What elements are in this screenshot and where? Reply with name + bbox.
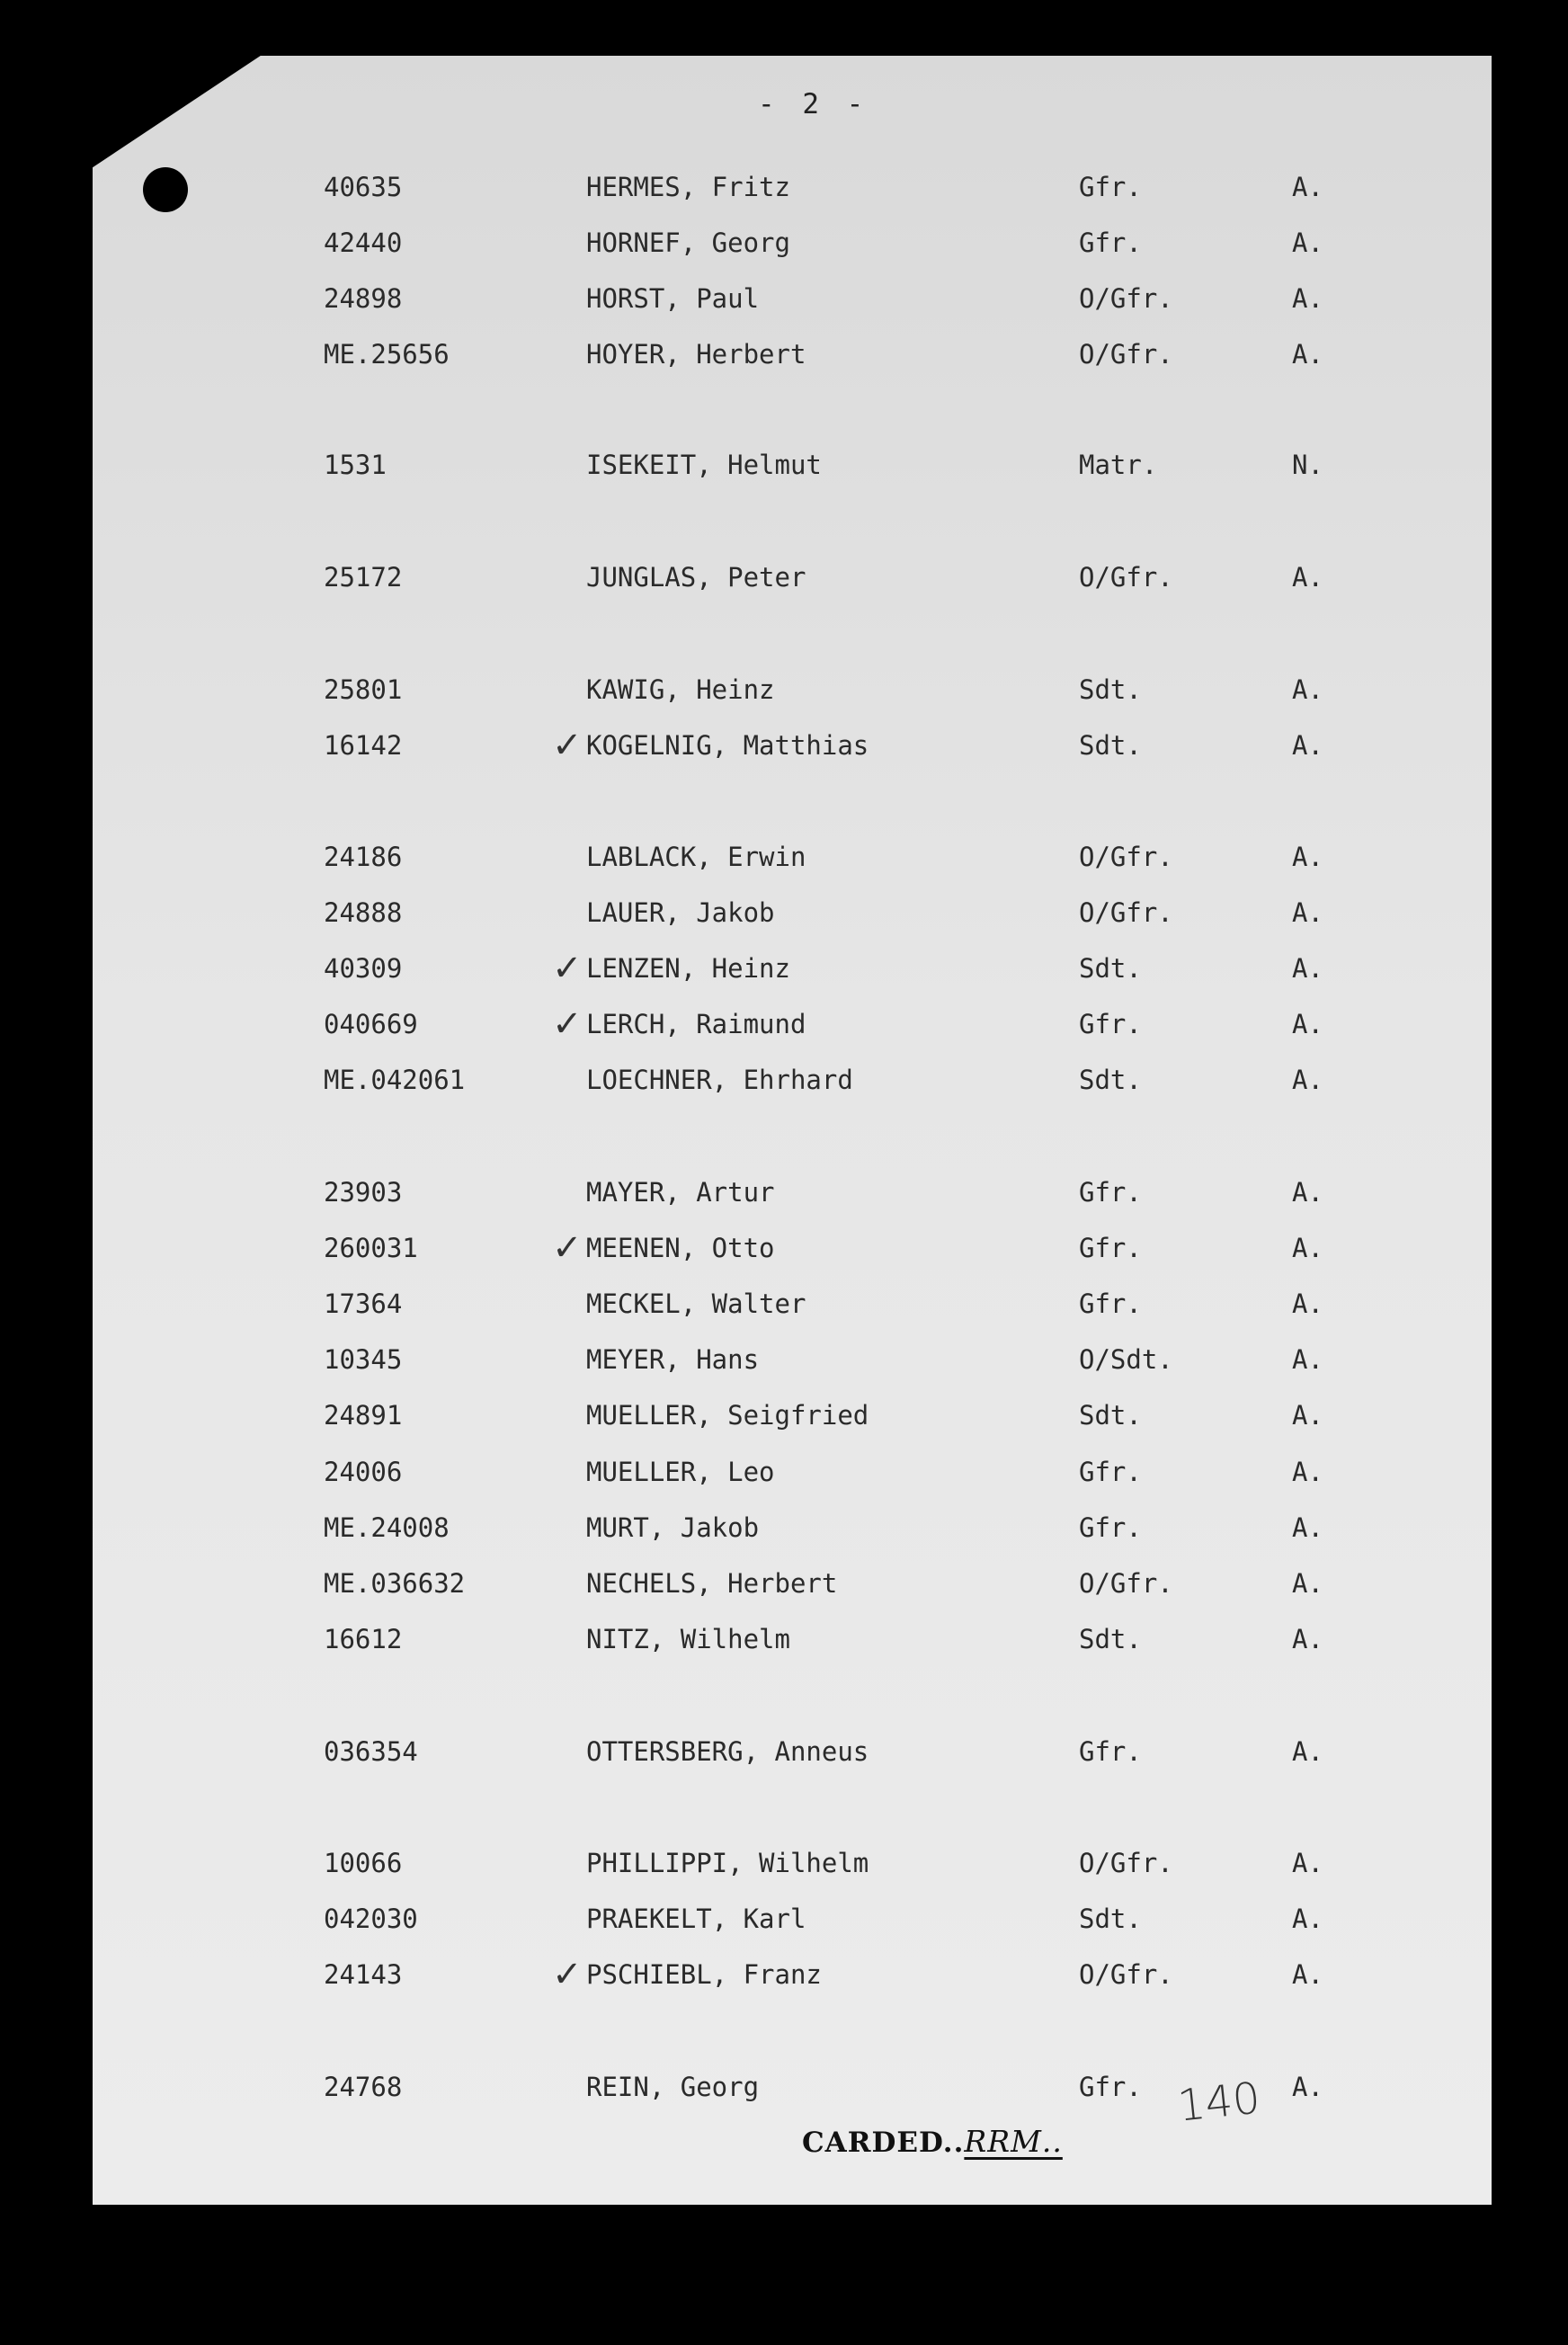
roster-row: [0, 1621, 1568, 1657]
person-name: LENZEN, Heinz: [586, 953, 790, 984]
status-code: A.: [1292, 1288, 1323, 1319]
service-number: 10066: [324, 1848, 403, 1878]
check-mark-icon: ✓: [552, 725, 583, 766]
person-name: LERCH, Raimund: [586, 1009, 806, 1039]
rank: O/Gfr.: [1079, 842, 1173, 872]
rank: Gfr.: [1079, 1736, 1142, 1767]
document-page: [93, 56, 1492, 2205]
service-number: 24898: [324, 283, 403, 314]
rank: Gfr.: [1079, 172, 1142, 202]
rank: O/Gfr.: [1079, 283, 1173, 314]
status-code: A.: [1292, 1624, 1323, 1654]
roster-row: [0, 895, 1568, 931]
rank: Gfr.: [1079, 1288, 1142, 1319]
service-number: 25172: [324, 562, 403, 593]
person-name: HORST, Paul: [586, 283, 760, 314]
service-number: 040669: [324, 1009, 418, 1039]
status-code: A.: [1292, 1177, 1323, 1208]
roster-row: [0, 1734, 1568, 1770]
rank: Sdt.: [1079, 1904, 1142, 1934]
person-name: MEENEN, Otto: [586, 1233, 775, 1263]
status-code: A.: [1292, 1344, 1323, 1375]
service-number: 042030: [324, 1904, 418, 1934]
check-mark-icon: ✓: [552, 1227, 583, 1269]
roster-row: [0, 1227, 1568, 1269]
check-mark-icon: ✓: [552, 948, 583, 989]
roster-row: [0, 1510, 1568, 1546]
service-number: 10345: [324, 1344, 403, 1375]
service-number: 1531: [324, 450, 387, 480]
service-number: 24143: [324, 1959, 403, 1990]
roster-row: [0, 559, 1568, 595]
person-name: HERMES, Fritz: [586, 172, 790, 202]
roster-row: [0, 1174, 1568, 1210]
service-number: 24186: [324, 842, 403, 872]
handwritten-count: 140: [1175, 2073, 1263, 2132]
check-mark-icon: ✓: [552, 1003, 583, 1045]
rank: Gfr.: [1079, 1233, 1142, 1263]
roster-row: [0, 225, 1568, 261]
rank: Gfr.: [1079, 227, 1142, 258]
roster-row: [0, 447, 1568, 483]
person-name: NITZ, Wilhelm: [586, 1624, 790, 1654]
status-code: A.: [1292, 1009, 1323, 1039]
status-code: A.: [1292, 1457, 1323, 1487]
status-code: A.: [1292, 1065, 1323, 1095]
rank: O/Gfr.: [1079, 1568, 1173, 1599]
person-name: PRAEKELT, Karl: [586, 1904, 806, 1934]
status-code: A.: [1292, 730, 1323, 761]
rank: Gfr.: [1079, 1177, 1142, 1208]
carded-label: CARDED..: [802, 2127, 965, 2159]
service-number: ME.036632: [324, 1568, 466, 1599]
roster-row: [0, 1454, 1568, 1490]
person-name: LABLACK, Erwin: [586, 842, 806, 872]
rank: Gfr.: [1079, 1512, 1142, 1543]
roster-row: [0, 1397, 1568, 1433]
rank: O/Gfr.: [1079, 339, 1173, 370]
person-name: PSCHIEBL, Franz: [586, 1959, 822, 1990]
rank: Matr.: [1079, 450, 1158, 480]
service-number: 24006: [324, 1457, 403, 1487]
person-name: HORNEF, Georg: [586, 227, 790, 258]
status-code: A.: [1292, 283, 1323, 314]
roster-row: [0, 1003, 1568, 1045]
status-code: A.: [1292, 1904, 1323, 1934]
status-code: A.: [1292, 1848, 1323, 1878]
status-code: A.: [1292, 2072, 1323, 2102]
roster-row: [0, 1565, 1568, 1601]
service-number: 16612: [324, 1624, 403, 1654]
check-mark-icon: ✓: [552, 1954, 583, 1995]
service-number: 23903: [324, 1177, 403, 1208]
service-number: ME.042061: [324, 1065, 466, 1095]
person-name: MEYER, Hans: [586, 1344, 760, 1375]
rank: O/Gfr.: [1079, 897, 1173, 928]
rank: Sdt.: [1079, 1624, 1142, 1654]
rank: Gfr.: [1079, 2072, 1142, 2102]
service-number: 17364: [324, 1288, 403, 1319]
roster-row: [0, 1286, 1568, 1322]
person-name: REIN, Georg: [586, 2072, 760, 2102]
status-code: A.: [1292, 339, 1323, 370]
person-name: MUELLER, Seigfried: [586, 1400, 869, 1431]
service-number: 260031: [324, 1233, 418, 1263]
rank: Gfr.: [1079, 1457, 1142, 1487]
status-code: A.: [1292, 1512, 1323, 1543]
status-code: A.: [1292, 1233, 1323, 1263]
roster-row: [0, 1954, 1568, 1995]
status-code: A.: [1292, 562, 1323, 593]
roster-row: [0, 281, 1568, 317]
rank: O/Gfr.: [1079, 1959, 1173, 1990]
roster-row: [0, 1062, 1568, 1098]
service-number: 25801: [324, 674, 403, 705]
roster-row: [0, 1845, 1568, 1881]
service-number: 24891: [324, 1400, 403, 1431]
roster-row: [0, 672, 1568, 708]
service-number: ME.24008: [324, 1512, 450, 1543]
person-name: MURT, Jakob: [586, 1512, 760, 1543]
status-code: A.: [1292, 1568, 1323, 1599]
status-code: A.: [1292, 953, 1323, 984]
person-name: ISEKEIT, Helmut: [586, 450, 822, 480]
carded-stamp: [802, 2124, 1063, 2159]
person-name: KAWIG, Heinz: [586, 674, 775, 705]
service-number: 40635: [324, 172, 403, 202]
status-code: A.: [1292, 842, 1323, 872]
person-name: PHILLIPPI, Wilhelm: [586, 1848, 869, 1878]
page-number: - 2 -: [758, 88, 869, 120]
person-name: KOGELNIG, Matthias: [586, 730, 869, 761]
service-number: 16142: [324, 730, 403, 761]
person-name: MUELLER, Leo: [586, 1457, 775, 1487]
status-code: A.: [1292, 1959, 1323, 1990]
person-name: LOECHNER, Ehrhard: [586, 1065, 853, 1095]
roster-row: [0, 725, 1568, 766]
status-code: A.: [1292, 674, 1323, 705]
person-name: MAYER, Artur: [586, 1177, 775, 1208]
roster-row: [0, 948, 1568, 989]
service-number: 24768: [324, 2072, 403, 2102]
person-name: NECHELS, Herbert: [586, 1568, 838, 1599]
person-name: MECKEL, Walter: [586, 1288, 806, 1319]
status-code: A.: [1292, 1736, 1323, 1767]
status-code: A.: [1292, 1400, 1323, 1431]
roster-row: [0, 2069, 1568, 2105]
person-name: JUNGLAS, Peter: [586, 562, 806, 593]
roster-row: [0, 1342, 1568, 1378]
rank: Sdt.: [1079, 953, 1142, 984]
rank: Sdt.: [1079, 674, 1142, 705]
status-code: A.: [1292, 897, 1323, 928]
status-code: N.: [1292, 450, 1323, 480]
service-number: 40309: [324, 953, 403, 984]
rank: Sdt.: [1079, 730, 1142, 761]
roster-row: [0, 1901, 1568, 1937]
status-code: A.: [1292, 227, 1323, 258]
rank: O/Gfr.: [1079, 1848, 1173, 1878]
person-name: OTTERSBERG, Anneus: [586, 1736, 869, 1767]
roster-row: [0, 169, 1568, 205]
roster-row: [0, 839, 1568, 875]
status-code: A.: [1292, 172, 1323, 202]
rank: O/Sdt.: [1079, 1344, 1173, 1375]
rank: Gfr.: [1079, 1009, 1142, 1039]
person-name: HOYER, Herbert: [586, 339, 806, 370]
service-number: 036354: [324, 1736, 418, 1767]
rank: Sdt.: [1079, 1400, 1142, 1431]
rank: O/Gfr.: [1079, 562, 1173, 593]
carded-initials: RRM..: [964, 2124, 1063, 2159]
roster-row: [0, 336, 1568, 372]
person-name: LAUER, Jakob: [586, 897, 775, 928]
rank: Sdt.: [1079, 1065, 1142, 1095]
service-number: 42440: [324, 227, 403, 258]
service-number: 24888: [324, 897, 403, 928]
service-number: ME.25656: [324, 339, 450, 370]
